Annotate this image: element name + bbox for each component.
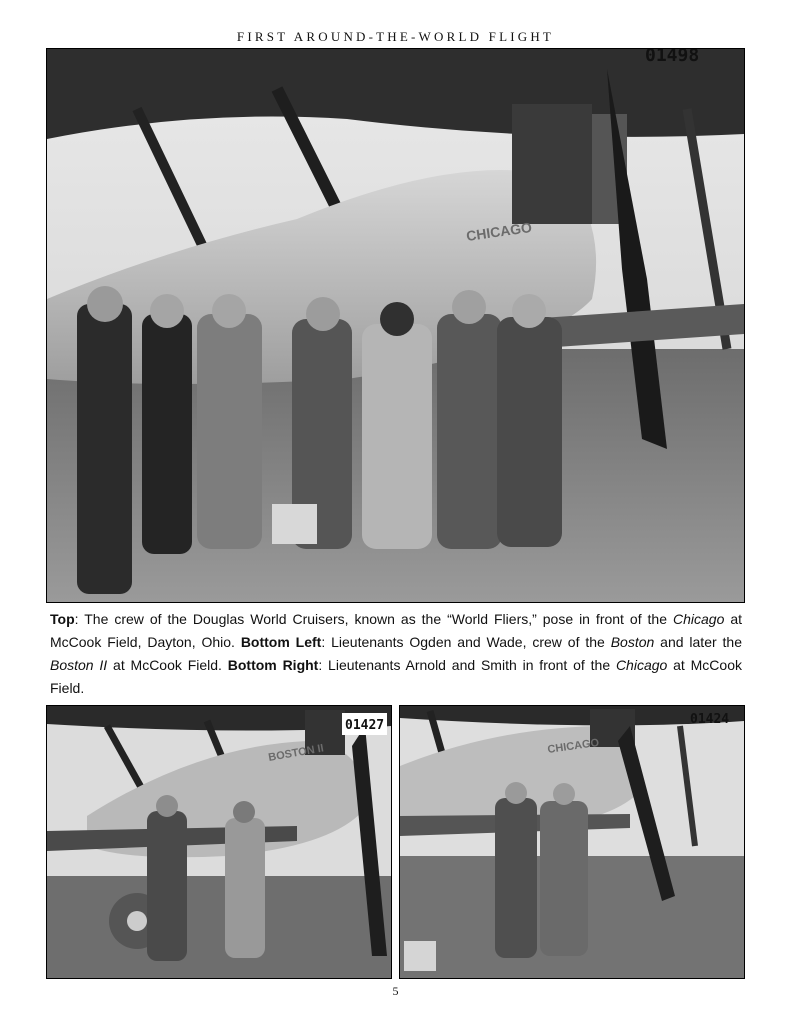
photo-ogden-wade: [46, 705, 392, 979]
running-title: FIRST AROUND-THE-WORLD FLIGHT: [236, 29, 555, 44]
page-number: 5: [392, 984, 399, 998]
caption-bottom-left-label: Bottom Left: [240, 634, 322, 650]
negative-number: 01498: [645, 49, 700, 66]
plane-name-label: CHICAGO: [546, 736, 600, 756]
caption-bottom-right-label: Bottom Right: [227, 657, 319, 673]
caption-bottom-left-plane: Boston: [610, 634, 655, 650]
negative-number: 01427: [345, 718, 385, 733]
caption-bottom-right-plane: Chicago: [615, 657, 668, 673]
negative-number: 01424: [690, 712, 730, 727]
plane-name-label: BOSTON II: [267, 742, 325, 764]
plane-name-label: CHICAGO: [465, 218, 533, 244]
photo-caption: [50, 608, 742, 700]
photo-arnold-smith: [399, 705, 745, 979]
caption-bottom-left-text: : Lieutenants Ogden and Wade, crew of the: [321, 634, 611, 650]
caption-bottom-left-text-2: and later the: [654, 634, 742, 650]
caption-bottom-right-text: : Lieutenants Arnold and Smith in front of the: [318, 657, 616, 673]
caption-top-label: Top: [50, 611, 75, 627]
caption-top-text-2: at McCook Field, Dayton, Ohio.: [50, 611, 742, 650]
caption-top-plane: Chicago: [672, 611, 725, 627]
caption-bottom-left-plane-2: Boston II: [50, 657, 108, 673]
caption-bottom-right-text-2: at McCook Field.: [50, 657, 742, 696]
caption-bottom-left-text-3: at McCook Field.: [107, 657, 228, 673]
caption-top-text: : The crew of the Douglas World Cruisers, known as the “World Fliers,” pose in front of the: [74, 611, 673, 627]
photo-world-fliers-crew: [46, 48, 745, 603]
